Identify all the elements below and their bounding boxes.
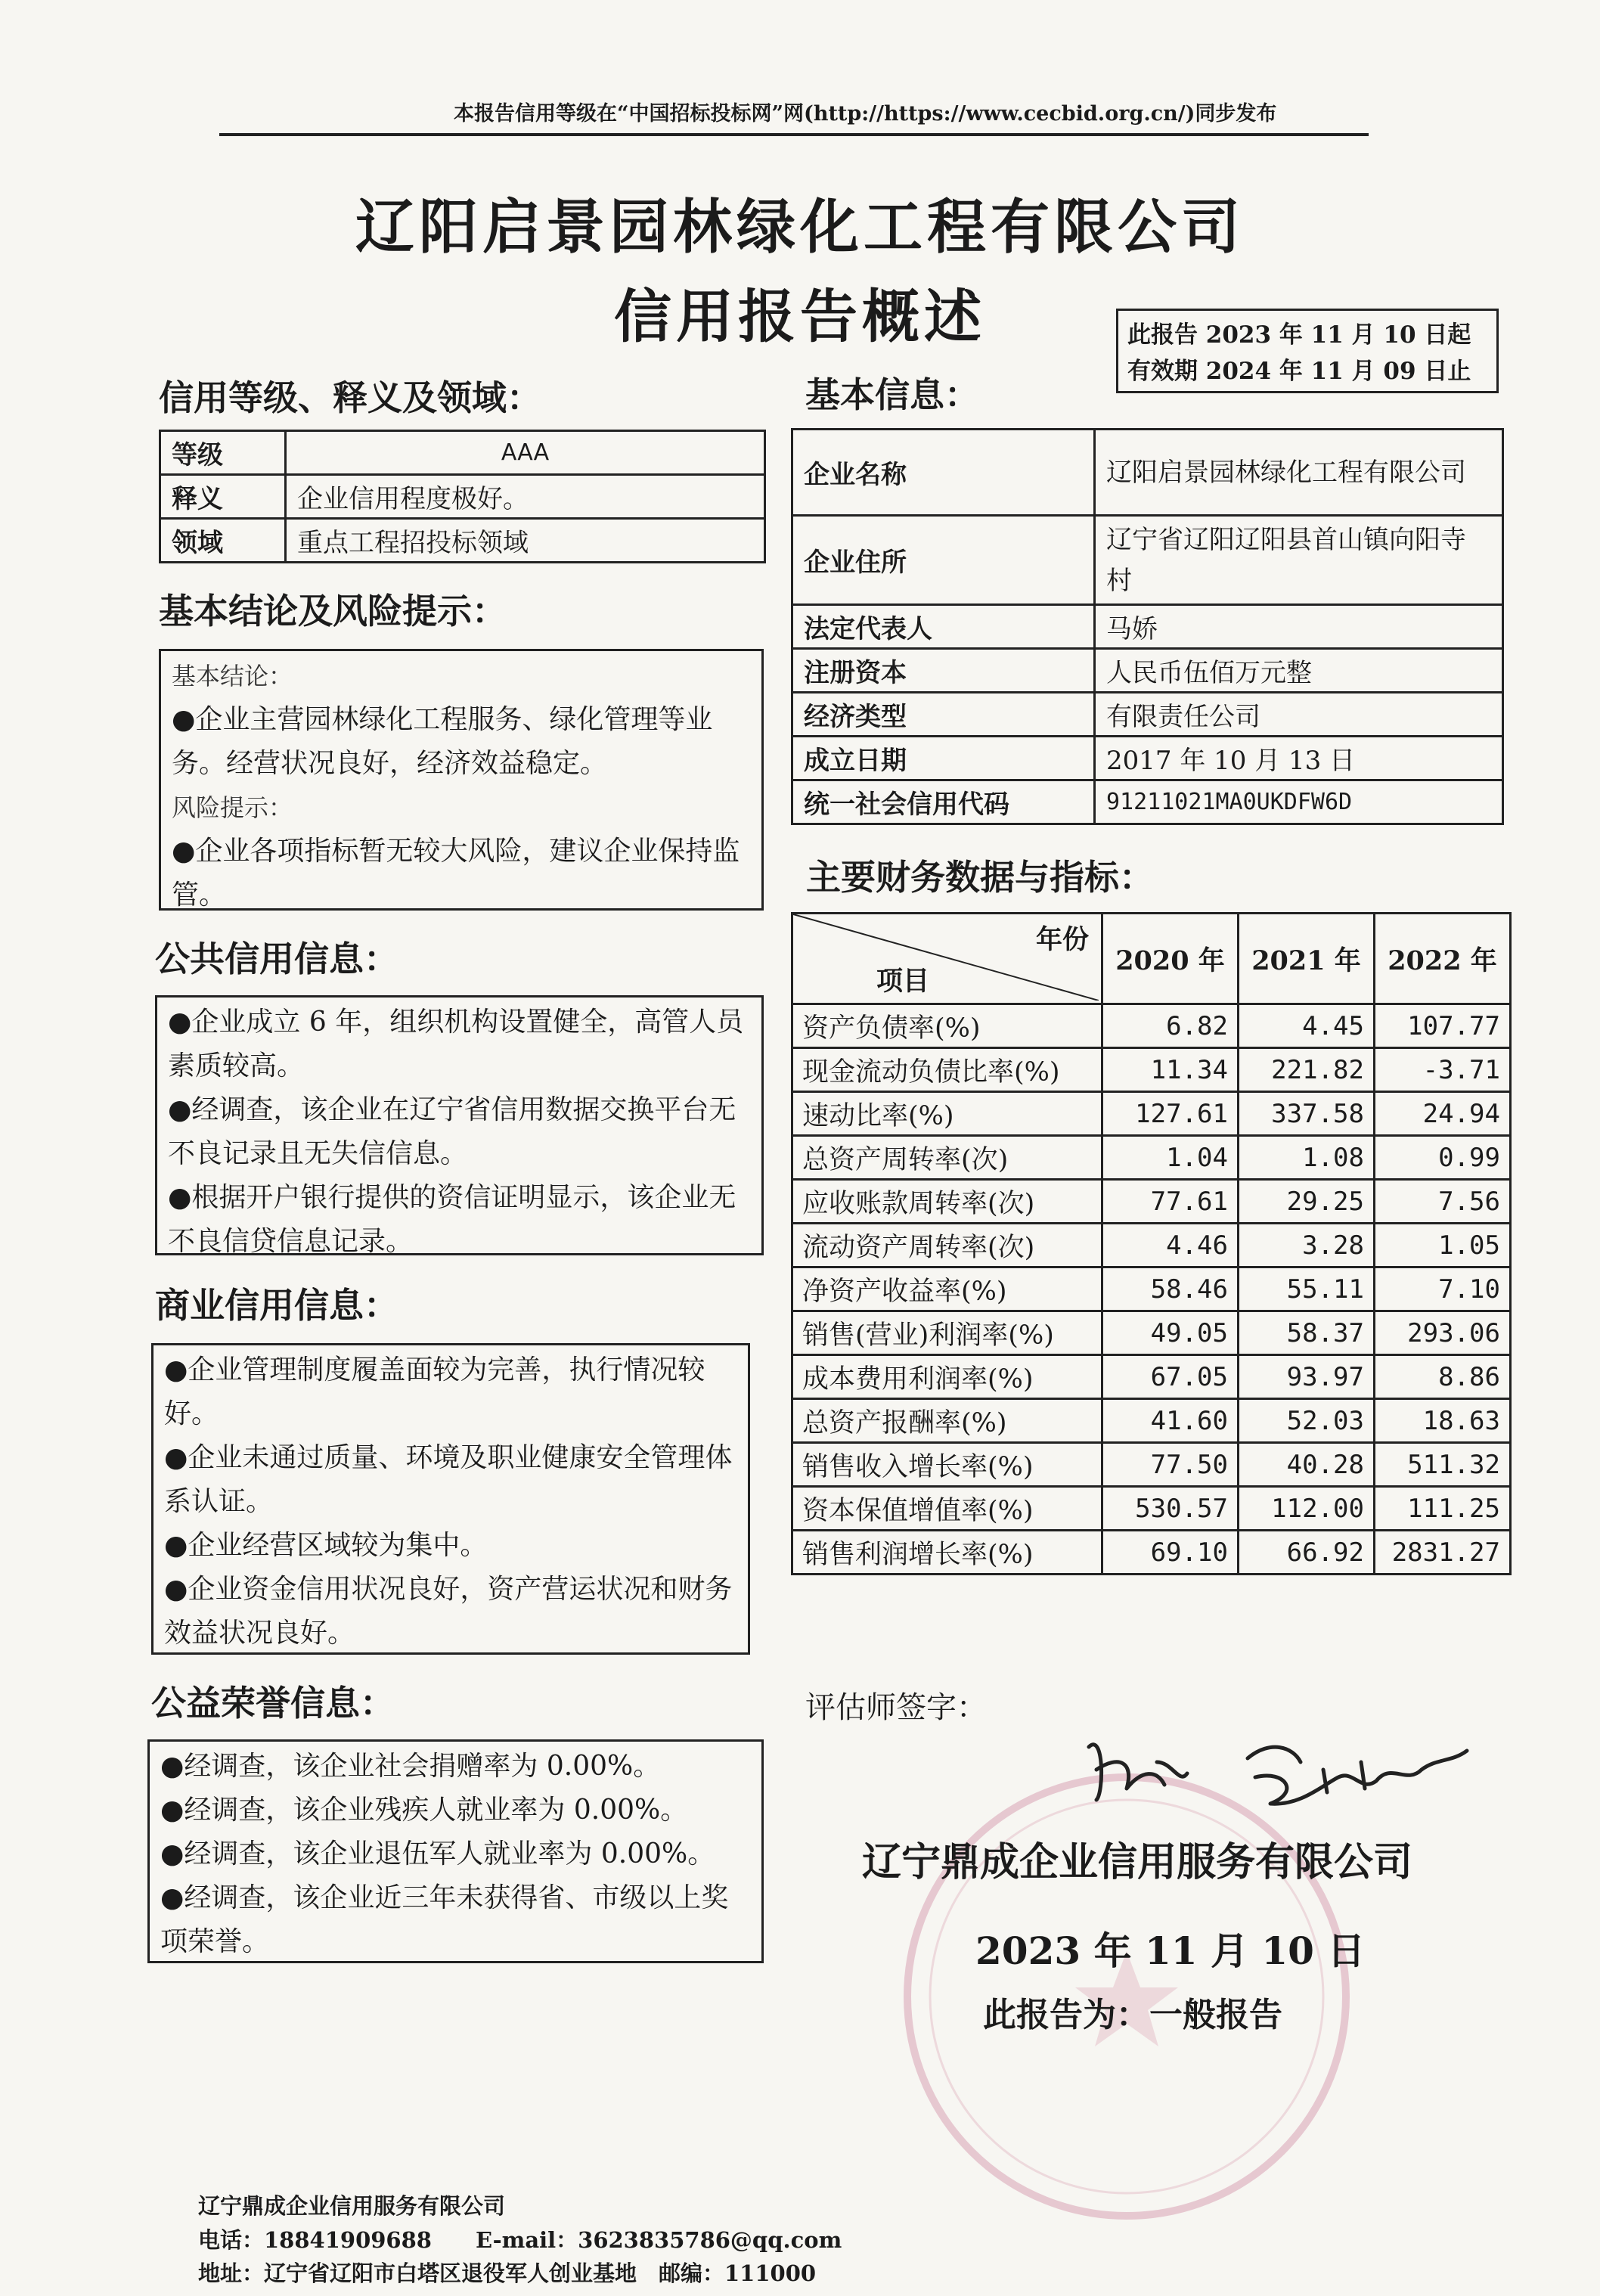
metric-name: 流动资产周转率(次) bbox=[792, 1224, 1102, 1267]
credit-label: 等级 bbox=[160, 431, 286, 475]
basic-info-row bbox=[792, 605, 1503, 649]
metric-value: 29.25 bbox=[1239, 1180, 1375, 1224]
table-row bbox=[792, 1136, 1511, 1180]
top-rule bbox=[219, 133, 1369, 136]
company-title: 辽阳启景园林绿化工程有限公司 bbox=[355, 193, 1245, 262]
basic-info-table bbox=[791, 428, 1504, 825]
metric-value: 221.82 bbox=[1239, 1048, 1375, 1092]
table-corner bbox=[792, 914, 1102, 1004]
public-credit-item: ●经调查，该企业在辽宁省信用数据交换平台无不良记录且无失信信息。 bbox=[168, 1094, 736, 1169]
metric-name: 销售收入增长率(%) bbox=[792, 1443, 1102, 1487]
issuer-company: 辽宁鼎成企业信用服务有限公司 bbox=[862, 1839, 1413, 1885]
metric-name: 应收账款周转率(次) bbox=[792, 1180, 1102, 1224]
public-credit-heading: 公共信用信息： bbox=[155, 939, 398, 979]
honor-item: ●经调查，该企业退伍军人就业率为 0.00%。 bbox=[160, 1838, 715, 1869]
financial-table bbox=[791, 912, 1512, 1575]
table-row bbox=[792, 1531, 1511, 1575]
credit-field: 重点工程招投标领域 bbox=[286, 519, 765, 563]
conclusion-box bbox=[159, 649, 764, 911]
table-row bbox=[792, 1267, 1511, 1311]
metric-value: 93.97 bbox=[1239, 1355, 1375, 1399]
top-notice: 本报告信用等级在“中国招标投标网”网(http://https://www.cecbid.org.cn/)同步发布 bbox=[454, 102, 1277, 126]
metric-value: 11.34 bbox=[1102, 1048, 1239, 1092]
basic-info-value: 人民币伍佰万元整 bbox=[1095, 649, 1503, 693]
table-row bbox=[792, 1399, 1511, 1443]
honor-heading: 公益荣誉信息： bbox=[151, 1683, 395, 1724]
basic-info-label: 统一社会信用代码 bbox=[792, 780, 1095, 824]
metric-value: 69.10 bbox=[1102, 1531, 1239, 1575]
business-credit-item: ●企业未通过质量、环境及职业健康安全管理体系认证。 bbox=[164, 1442, 733, 1517]
metric-value: 66.92 bbox=[1239, 1531, 1375, 1575]
metric-value: 7.56 bbox=[1375, 1180, 1511, 1224]
metric-value: 18.63 bbox=[1375, 1399, 1511, 1443]
basic-info-value: 2017 年 10 月 13 日 bbox=[1095, 737, 1503, 780]
metric-value: 55.11 bbox=[1239, 1267, 1375, 1311]
table-row bbox=[792, 1092, 1511, 1136]
metric-name: 资本保值增值率(%) bbox=[792, 1487, 1102, 1531]
metric-value: 4.46 bbox=[1102, 1224, 1239, 1267]
conclusion-subheading: 基本结论： bbox=[172, 662, 293, 690]
credit-heading: 信用等级、释义及领域： bbox=[159, 377, 541, 418]
metric-value: 3.28 bbox=[1239, 1224, 1375, 1267]
footer-company: 辽宁鼎成企业信用服务有限公司 bbox=[198, 2193, 506, 2219]
metric-value: 530.57 bbox=[1102, 1487, 1239, 1531]
credit-row bbox=[160, 519, 765, 563]
assessor-signatures bbox=[1074, 1717, 1482, 1815]
table-row bbox=[792, 1180, 1511, 1224]
metric-name: 成本费用利润率(%) bbox=[792, 1355, 1102, 1399]
metric-value: 41.60 bbox=[1102, 1399, 1239, 1443]
report-title: 信用报告概述 bbox=[614, 283, 986, 350]
validity-start: 此报告 2023 年 11 月 10 日起 bbox=[1127, 321, 1471, 349]
basic-info-row bbox=[792, 516, 1503, 605]
metric-value: 107.77 bbox=[1375, 1004, 1511, 1048]
corner-item-label: 项目 bbox=[876, 966, 930, 997]
business-credit-heading: 商业信用信息： bbox=[155, 1285, 398, 1326]
basic-info-label: 企业住所 bbox=[792, 516, 1095, 605]
metric-value: 6.82 bbox=[1102, 1004, 1239, 1048]
metric-value: 52.03 bbox=[1239, 1399, 1375, 1443]
metric-value: 1.04 bbox=[1102, 1136, 1239, 1180]
issue-date: 2023 年 11 月 10 日 bbox=[975, 1928, 1366, 1973]
metric-value: 8.86 bbox=[1375, 1355, 1511, 1399]
credit-code-value: 91211021MA0UKDFW6D bbox=[1095, 780, 1503, 824]
table-row bbox=[792, 1355, 1511, 1399]
metric-value: -3.71 bbox=[1375, 1048, 1511, 1092]
metric-value: 40.28 bbox=[1239, 1443, 1375, 1487]
metric-value: 49.05 bbox=[1102, 1311, 1239, 1355]
basic-info-row bbox=[792, 649, 1503, 693]
honor-item: ●经调查，该企业残疾人就业率为 0.00%。 bbox=[160, 1795, 688, 1826]
business-credit-item: ●企业资金信用状况良好，资产营运状况和财务效益状况良好。 bbox=[164, 1574, 733, 1649]
metric-name: 速动比率(%) bbox=[792, 1092, 1102, 1136]
risk-subheading: 风险提示： bbox=[172, 793, 293, 822]
conclusion-heading: 基本结论及风险提示： bbox=[159, 591, 507, 631]
metric-value: 2831.27 bbox=[1375, 1531, 1511, 1575]
year-header: 2021 年 bbox=[1239, 914, 1375, 1004]
metric-value: 511.32 bbox=[1375, 1443, 1511, 1487]
report-type: 此报告为：一般报告 bbox=[983, 1996, 1282, 2034]
signature-1 bbox=[1089, 1745, 1187, 1800]
business-credit-item: ●企业管理制度履盖面较为完善，执行情况较好。 bbox=[164, 1354, 705, 1429]
basic-info-value: 辽宁省辽阳辽阳县首山镇向阳寺村 bbox=[1095, 516, 1503, 605]
metric-name: 总资产报酬率(%) bbox=[792, 1399, 1102, 1443]
credit-label: 释义 bbox=[160, 475, 286, 519]
basic-info-row bbox=[792, 737, 1503, 780]
validity-end: 有效期 2024 年 11 月 09 日止 bbox=[1127, 358, 1471, 385]
metric-value: 337.58 bbox=[1239, 1092, 1375, 1136]
basic-info-label: 经济类型 bbox=[792, 693, 1095, 737]
public-credit-box bbox=[155, 995, 764, 1255]
assessor-signature-label: 评估师签字： bbox=[805, 1690, 987, 1725]
basic-info-label: 企业名称 bbox=[792, 430, 1095, 516]
credit-grade: AAA bbox=[286, 431, 765, 475]
honor-item: ●经调查，该企业社会捐赠率为 0.00%。 bbox=[160, 1751, 661, 1782]
business-credit-box bbox=[151, 1343, 750, 1655]
basic-info-label: 注册资本 bbox=[792, 649, 1095, 693]
metric-value: 111.25 bbox=[1375, 1487, 1511, 1531]
metric-value: 0.99 bbox=[1375, 1136, 1511, 1180]
metric-value: 77.50 bbox=[1102, 1443, 1239, 1487]
basic-info-value: 马娇 bbox=[1095, 605, 1503, 649]
credit-row bbox=[160, 431, 765, 475]
basic-info-row bbox=[792, 780, 1503, 824]
public-credit-item: ●根据开户银行提供的资信证明显示，该企业无不良信贷信息记录。 bbox=[168, 1182, 736, 1257]
credit-row bbox=[160, 475, 765, 519]
footer-address: 地址：辽宁省辽阳市白塔区退役军人创业基地 邮编：111000 bbox=[198, 2260, 817, 2286]
metric-value: 1.08 bbox=[1239, 1136, 1375, 1180]
honor-box bbox=[147, 1739, 764, 1963]
corner-year-label: 年份 bbox=[1035, 924, 1089, 955]
table-row bbox=[792, 1224, 1511, 1267]
metric-value: 293.06 bbox=[1375, 1311, 1511, 1355]
metric-name: 总资产周转率(次) bbox=[792, 1136, 1102, 1180]
credit-meaning: 企业信用程度极好。 bbox=[286, 475, 765, 519]
footer-contact: 电话：18841909688 E-mail：3623835786@qq.com bbox=[198, 2227, 842, 2253]
credit-label: 领域 bbox=[160, 519, 286, 563]
basic-info-value: 辽阳启景园林绿化工程有限公司 bbox=[1095, 430, 1503, 516]
metric-name: 销售利润增长率(%) bbox=[792, 1531, 1102, 1575]
basic-info-row bbox=[792, 430, 1503, 516]
table-row bbox=[792, 1443, 1511, 1487]
metric-value: 127.61 bbox=[1102, 1092, 1239, 1136]
basic-info-value: 有限责任公司 bbox=[1095, 693, 1503, 737]
basic-info-heading: 基本信息： bbox=[805, 374, 979, 415]
credit-table bbox=[159, 430, 766, 563]
metric-value: 67.05 bbox=[1102, 1355, 1239, 1399]
public-credit-item: ●企业成立 6 年，组织机构设置健全，高管人员素质较高。 bbox=[168, 1007, 744, 1081]
metric-name: 净资产收益率(%) bbox=[792, 1267, 1102, 1311]
basic-info-label: 法定代表人 bbox=[792, 605, 1095, 649]
table-row bbox=[792, 1004, 1511, 1048]
basic-info-label: 成立日期 bbox=[792, 737, 1095, 780]
table-row bbox=[792, 1487, 1511, 1531]
metric-value: 7.10 bbox=[1375, 1267, 1511, 1311]
risk-item: ●企业各项指标暂无较大风险，建议企业保持监管。 bbox=[172, 836, 740, 911]
metric-value: 4.45 bbox=[1239, 1004, 1375, 1048]
metric-name: 销售(营业)利润率(%) bbox=[792, 1311, 1102, 1355]
metric-name: 资产负债率(%) bbox=[792, 1004, 1102, 1048]
conclusion-item: ●企业主营园林绿化工程服务、绿化管理等业务。经营状况良好，经济效益稳定。 bbox=[172, 704, 713, 779]
table-row bbox=[792, 1311, 1511, 1355]
business-credit-item: ●企业经营区域较为集中。 bbox=[164, 1530, 488, 1561]
metric-value: 58.46 bbox=[1102, 1267, 1239, 1311]
metric-name: 现金流动负债比率(%) bbox=[792, 1048, 1102, 1092]
metric-value: 58.37 bbox=[1239, 1311, 1375, 1355]
signature-2 bbox=[1248, 1747, 1467, 1804]
metric-value: 1.05 bbox=[1375, 1224, 1511, 1267]
table-row bbox=[792, 1048, 1511, 1092]
honor-item: ●经调查，该企业近三年未获得省、市级以上奖项荣誉。 bbox=[160, 1882, 729, 1957]
metric-value: 77.61 bbox=[1102, 1180, 1239, 1224]
validity-box bbox=[1116, 309, 1499, 393]
year-header: 2020 年 bbox=[1102, 914, 1239, 1004]
metric-value: 24.94 bbox=[1375, 1092, 1511, 1136]
metric-value: 112.00 bbox=[1239, 1487, 1375, 1531]
basic-info-row bbox=[792, 693, 1503, 737]
financial-heading: 主要财务数据与指标： bbox=[806, 857, 1154, 898]
year-header: 2022 年 bbox=[1375, 914, 1511, 1004]
